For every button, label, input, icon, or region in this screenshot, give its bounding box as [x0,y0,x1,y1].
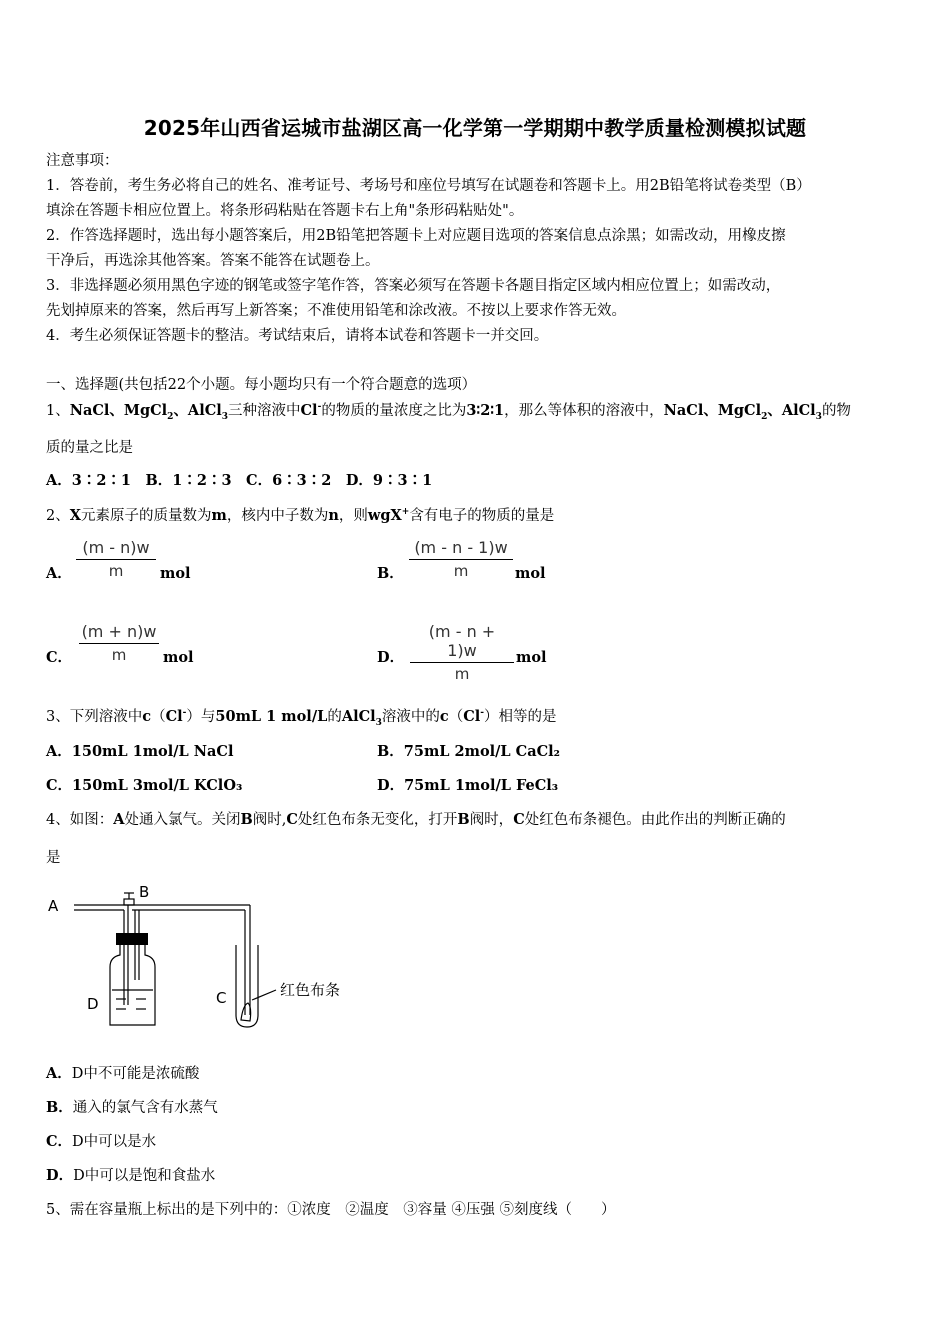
question-number: 1、 [46,403,70,419]
option-text: 75mL 1mol/L FeCl₃ [404,777,559,794]
notice-line: 3．非选择题必须用黑色字迹的钢笔或签字笔作答，答案必须写在答题卡各题目指定区域内相应位置上；如需改动， [46,278,781,294]
notice-line: 填涂在答题卡相应位置上。将条形码粘贴在答题卡右上角"条形码粘贴处"。 [46,203,524,219]
option-text: D中不可能是浓硫酸 [71,1066,200,1082]
option-text: 150mL 3mol/L KClO₃ [72,777,243,794]
notice-line: 1．答卷前，考生务必将自己的姓名、准考证号、考场号和座位号填写在试题卷和答题卡上。用2B铅笔将试卷类型（B） [46,178,811,194]
q4-option-d [46,1166,215,1186]
fraction-numerator: (m - n - 1)w [414,538,508,557]
option-letter: A． [46,1065,72,1082]
notice-line: 先划掉原来的答案，然后再写上新答案；不准使用铅笔和涂改液。不按以上要求作答无效。 [46,303,626,319]
option-text: 75mL 2mol/L CaCl₂ [403,743,561,760]
option-a-fraction [76,538,156,580]
page-title: 2025年山西省运城市盐湖区高一化学第一学期期中教学质量检测模拟试题 [143,116,807,140]
option-letter: D． [46,1167,74,1184]
option-d-unit: mol [516,649,547,666]
question-2: 2、X元素原子的质量数为m，核内中子数为n，则wgX+含有电子的物质的量是 [46,507,555,524]
question-1: 1、NaCl、MgCl$_2$、AlCl$_3$三种溶液中Cl-的物质的量浓度之比为3∶2∶1，那么等体积的溶液中，NaCl、MgCl$_2$、AlCl$_3$的物 [46,402,851,422]
question-1-line2: 质的量之比是 [46,440,133,456]
fraction-numerator: (m - n + 1)w [428,622,496,660]
option-letter: B． [46,1099,73,1116]
option-a-unit: mol [160,565,191,582]
fraction-denominator: m [108,562,124,580]
option-letter: C． [46,777,73,794]
apparatus-diagram [40,875,370,1040]
question-4: 4、如图：A处通入氯气。关闭B阀时,C处红色布条无变化，打开B阀时，C处红色布条褪色。由此作出的判断正确的 [46,811,786,828]
notice-heading: 注意事项： [46,153,119,169]
fraction-denominator: m [454,665,470,683]
option-d-fraction [410,622,514,683]
fraction-denominator: m [453,562,469,580]
question-1-options: A．3∶2∶1 B．1∶2∶3 C．6∶3∶2 D．9∶3∶1 [46,472,433,489]
option-a-letter: A． [46,565,72,582]
option-d-letter: D． [377,649,405,666]
label-a: A [48,897,59,915]
option-b-letter: B． [377,565,404,582]
option-text: D中可以是饱和食盐水 [73,1168,216,1184]
option-text: D中可以是水 [72,1134,157,1150]
option-c-letter: C． [46,649,73,666]
question-number: 4、 [46,812,70,828]
question-3: 3、下列溶液中c（Cl-）与50mL 1 mol/L的AlCl$_3$溶液中的c（Cl-）相等的是 [46,708,557,728]
option-text: 150mL 1mol/L NaCl [71,743,234,760]
fraction-bar [79,643,159,644]
notice-line: 干净后，再选涂其他答案。答案不能答在试题卷上。 [46,253,380,269]
label-c: C [216,989,227,1007]
label-b: B [139,883,150,901]
fraction-bar [76,559,156,560]
question-5: 5、需在容量瓶上标出的是下列中的：①浓度 ②温度 ③容量 ④压强 ⑤刻度线（ ） [46,1202,616,1218]
label-d: D [87,995,99,1013]
stopper [116,933,148,945]
strip-label: 红色布条 [280,981,341,999]
option-text: 通入的氯气含有水蒸气 [72,1100,218,1116]
q4-option-c [46,1132,156,1152]
option-c-fraction [79,622,159,664]
option-c-unit: mol [163,649,194,666]
fraction-denominator: m [111,646,127,664]
question-number: 2、 [46,508,70,524]
fraction-numerator: (m + n)w [81,622,157,641]
option-b-fraction [409,538,513,580]
fraction-numerator: (m - n)w [82,538,150,557]
option-letter: A． [46,743,72,760]
fraction-bar [409,559,513,560]
q4-option-a [46,1064,199,1084]
option-letter: C． [46,1133,73,1150]
question-4-line2: 是 [46,850,61,866]
option-letter: B． [377,743,404,760]
notice-line: 2．作答选择题时，选出每小题答案后，用2B铅笔把答题卡上对应题目选项的答案信息点涂黑；如需改动，用橡皮擦 [46,228,786,244]
q3-option-a [46,742,233,762]
notice-line: 4．考生必须保证答题卡的整洁。考试结束后，请将本试卷和答题卡一并交回。 [46,328,549,344]
section-heading: 一、选择题(共包括22个小题。每小题均只有一个符合题意的选项） [46,377,477,393]
option-letter: D． [377,777,405,794]
q4-option-b [46,1098,218,1118]
q3-option-b [377,742,560,762]
question-number: 3、 [46,709,70,725]
option-b-unit: mol [515,565,546,582]
q3-option-c [46,776,242,796]
fraction-bar [410,662,514,663]
q3-option-d [377,776,558,796]
